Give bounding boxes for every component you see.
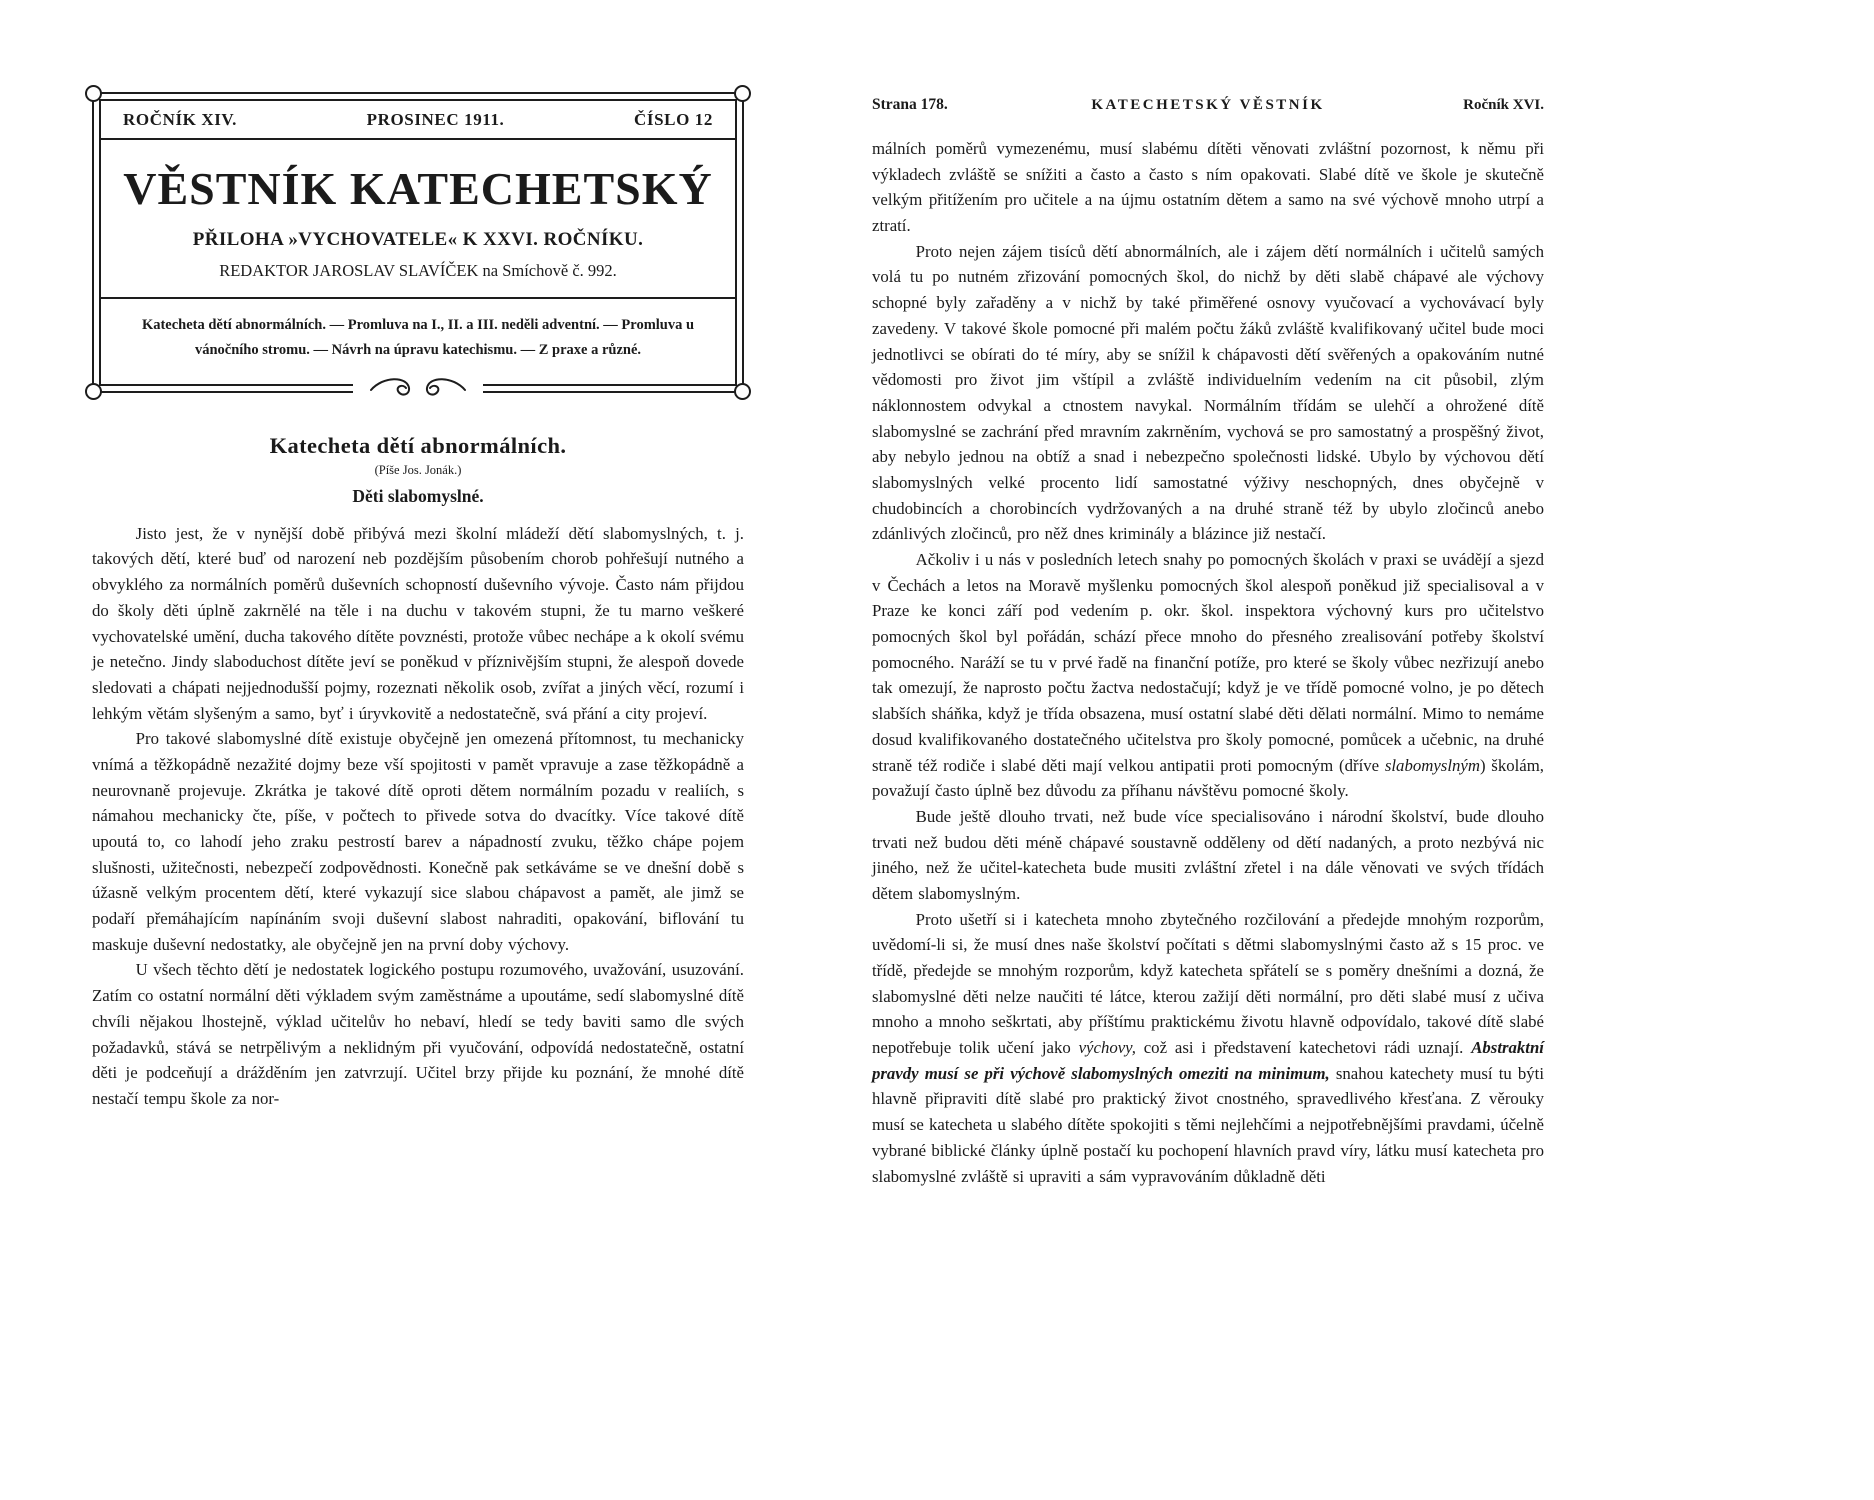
masthead-date-label: PROSINEC 1911. xyxy=(366,110,505,129)
paragraph xyxy=(872,547,1544,804)
corner-ornament-icon xyxy=(85,85,102,102)
paragraph: Proto nejen zájem tisíců dětí abnormálních, ale i zájem dětí normálních i učitelů samých volá tu po nutném zřizování pomocných škol, do nichž by děti slabě chápavé ale výchovy schopné byly zařaděny a v nichž by také přiměřené osnovy vyučovací a vychovávací byly zavedeny. V takové škole pomocné při malém počtu žáků zvláště kvalifikovaný učitel bude moci jednotlivci se obírati do té míry, aby se snížil k chápavosti dětí svěřených a opakováním nutné vědomosti pro život jim vštípil a zvláště individuelním vedením na cit působil, zlým náklonnostem odvykal a ctnostem navykal. Normálním třídám se ulehčí a ohrožené dítě slabomyslné se zachrání před mravním zakrněním, vychová se pro samostatný a prospěšný život, aby nebylo jednou na obtíž a snad i nebezpečno společnosti lidské. Ubylo by výchovou dětí slabomyslných velké procento lidí samostatné výživy neschopných, dnes obyčejně v chudobincích a chorobincích vydržovaných a na druhé straně též by ubylo zločinců anebo zdánlivých zločinců, pro něž dnes kriminály a blázince již nestačí. xyxy=(872,241,1544,544)
article-left-column xyxy=(92,433,744,1112)
paragraph: U všech těchto dětí je nedostatek logického postupu rozumového, uvažování, usuzování. Zatím co ostatní normální děti výkladem svým zaměstnáme a upoutáme, sedí slabomyslné dítě chvíli nějakou lhostejně, výklad učitelův ho nebaví, hledí se tedy baviti samo dle svých požadavků, stává se netrpělivým a neklidným při vyučování, odpovídá nedostatečně, ostatní děti je podceňují a drážděním jen zatvrzují. Učitel brzy přijde ku poznání, že mnohé dítě nestačí tempu škole za nor- xyxy=(92,960,744,1108)
paragraph-segment: ) školám, považují často úplně bez důvodu za příhanu návštěvu pomocné školy. xyxy=(872,755,1544,801)
paragraph: Jisto jest, že v nynější době přibývá mezi školní mládeží dětí slabomyslných, t. j. takových dětí, které buď od narození neb pozdějším působením chorob pohřešují nutného a obvyklého za normálních poměrů duševních schopností duševního vývoje. Často nám přijdou do školy děti úplně zakrnělé na těle i na duchu v takovém stupni, že tu marno veškeré vychovatelské umění, ducha takového dítěte povznésti, protože vůbec nechápe a k okolí svému je netečno. Jindy slaboduchost dítěte jeví se poněkud v příznivějším stupni, že alespoň dovede sledovati a chápati nejjednodušší pojmy, rozeznati několik osob, zvířat a jiných věcí, rozumí i lehkým větám slyšeným a samo, byť i úryvkovitě a nedostatečně, svá přání a city projeví. xyxy=(92,523,744,723)
paragraph: Pro takové slabomyslné dítě existuje obyčejně jen omezená přítomnost, tu mechanicky vnímá a těžkopádně nezažité dojmy beze vší spojitosti v pamět vpravuje a zase těžkopádně a neurovnaně projevuje. Zkrátka je takové dítě oproti dětem normálním pozadu v realiích, s námahou mechanicky čte, píše, v počtech to přivede sotva do dvacítky. Více takové dítě upoutá to, co lahodí jeho zraku pestrostí barev a nápadností zvuku, těžko chápe pojem slušnosti, užitečnosti, nebezpečí zodpovědnosti. Konečně pak setkáváme se ve dnešní době s úžasně velkým procentem dětí, které vykazují sice slabou chápavost a pamět, ale jimž se podaří přemáhajícím napínáním svoji duševní slabost nahraditi, opakování, biflování tu maskuje duševní nedostatky, ale obyčejně jen na první doby výchovy. xyxy=(92,729,744,954)
journal-subtitle: PŘILOHA »VYCHOVATELE« K XXVI. ROČNÍKU. xyxy=(192,229,644,250)
article-subheading: Děti slabomyslné. xyxy=(352,485,484,506)
running-head xyxy=(872,96,1544,114)
running-title: KATECHETSKÝ VĚSTNÍK xyxy=(1091,97,1325,113)
editor-line: REDAKTOR JAROSLAV SLAVÍČEK na Smíchově č. 992. xyxy=(219,261,617,280)
article-byline: (Píše Jos. Jonák.) xyxy=(374,462,462,477)
masthead-issue-row xyxy=(101,101,735,140)
paragraph-segment: což asi i představení katechetovi rádi uznají. xyxy=(1143,1038,1464,1058)
corner-ornament-icon xyxy=(85,383,102,400)
masthead-inner-frame xyxy=(99,99,737,386)
corner-ornament-icon xyxy=(734,383,751,400)
paragraph-segment-italic: výchovy, xyxy=(1078,1038,1136,1058)
masthead-volume-label: ROČNÍK XIV. xyxy=(123,110,237,129)
corner-ornament-icon xyxy=(734,85,751,102)
paragraph-segment: snahou katechety musí tu býti hlavně připraviti dítě slabé pro praktický život cnostného, spravedlivého křesťana. Z věrouky musí se katecheta u slabého dítěte spokojiti s těmi nejlehčími a nejpotřebnějšími pravdami, účelně vybrané biblické články úplně postačí ku pochopení hlavních pravd víry, látku musí katecheta pro slabomyslné zvláště si upraviti a sám vypravováním důkladně děti xyxy=(872,1063,1544,1186)
paragraph-segment-bold-italic: Abstraktní pravdy musí se při výchově slabomyslných omeziti na minimum, xyxy=(872,1038,1544,1083)
paragraph xyxy=(872,907,1544,1190)
masthead-frame xyxy=(92,92,744,393)
paragraph-segment: Ačkoliv i u nás v posledních letech snahy po pomocných školách v praxi se uvádějí a sjezd v Čechách a letos na Moravě myšlenku pomocných škol alespoň poněkud již specialisoval a v Praze ke konci září pod vedením p. okr. škol. inspektora výchovný kurs pro učitelstvo pomocných škol byl pořádán, schází přece mnoho do přesného zrealisování potřeby školství pomocného. Naráží se tu v prvé řadě na finanční potíže, pro které se školy vůbec nezřizují anebo tak omezují, že naprosto počtu žactva nedostačují; když je ve třídě pomocné volno, je po dětech slabších sháňka, když je třída obsazena, musí ostatní slabé děti dělati normální. Mimo to nemáme dosud kvalifikovaného dostatečného učitelstva pro školy pomocné, pomůcek a učebnic, na druhé straně též rodiče i slabé děti mají velkou antipatii proti pomocným (dříve xyxy=(872,550,1544,775)
contents-summary: Katecheta dětí abnormálních. — Promluva na I., II. a III. neděli adventní. — Promluva u vánočního stromu. — Návrh na úpravu katechismu. — Z praxe a různé. xyxy=(141,317,695,359)
paragraph-segment-italic: slabomyslným xyxy=(1384,755,1480,775)
article-title: Katecheta dětí abnormálních. xyxy=(269,432,567,458)
volume-label: Ročník XVI. xyxy=(1463,97,1544,113)
scroll-ornament-icon xyxy=(353,374,483,400)
left-page xyxy=(92,92,744,1189)
journal-title: VĚSTNÍK KATECHETSKÝ xyxy=(123,163,713,214)
paragraph: málních poměrů vymezenému, musí slabému dítěti věnovati zvláštní pozornost, k němu při výkladech zvláště se snížiti a často a často s ním opakovati. Slabé dítě ve škole je skutečně velkým přitížením pro učitele a na újmu ostatním dětem a samo na své výchově mnoho utrpí a ztratí. xyxy=(872,139,1544,236)
paragraph-segment: Proto ušetří si i katecheta mnoho zbytečného rozčilování a předejde mnohým rozporům, uvědomí-li si, že musí dnes naše školství počítati s dětmi slabomyslnými často až s 15 proc. ve třídě, předejde se mnohým rozporům, když katecheta spřátelí se s poměry dnešními a dozná, že slabomyslné děti nelze naučiti té látce, kterou zažijí děti normální, pro děti slabé musí z učiva mnoho a mnoho seškrtati, aby příštímu praktickému životu hlavně odpovídalo, takové dítě slabé nepotřebuje tolik učení jako xyxy=(872,909,1544,1058)
masthead-issue-label: ČÍSLO 12 xyxy=(634,110,713,129)
right-page xyxy=(872,92,1544,1189)
paragraph: Bude ještě dlouho trvati, než bude více specialisováno i národní školství, bude dlouho trvati než budou děti méně chápavé soustavně odděleny od dětí nadaných, a proto nezbývá nic jiného, než že učitel-katecheta bude musiti zvláštní zřetel i na dále věnovati ve svých třídách dětem slabomyslným. xyxy=(872,806,1544,903)
page-number-label: Strana 178. xyxy=(872,96,948,113)
